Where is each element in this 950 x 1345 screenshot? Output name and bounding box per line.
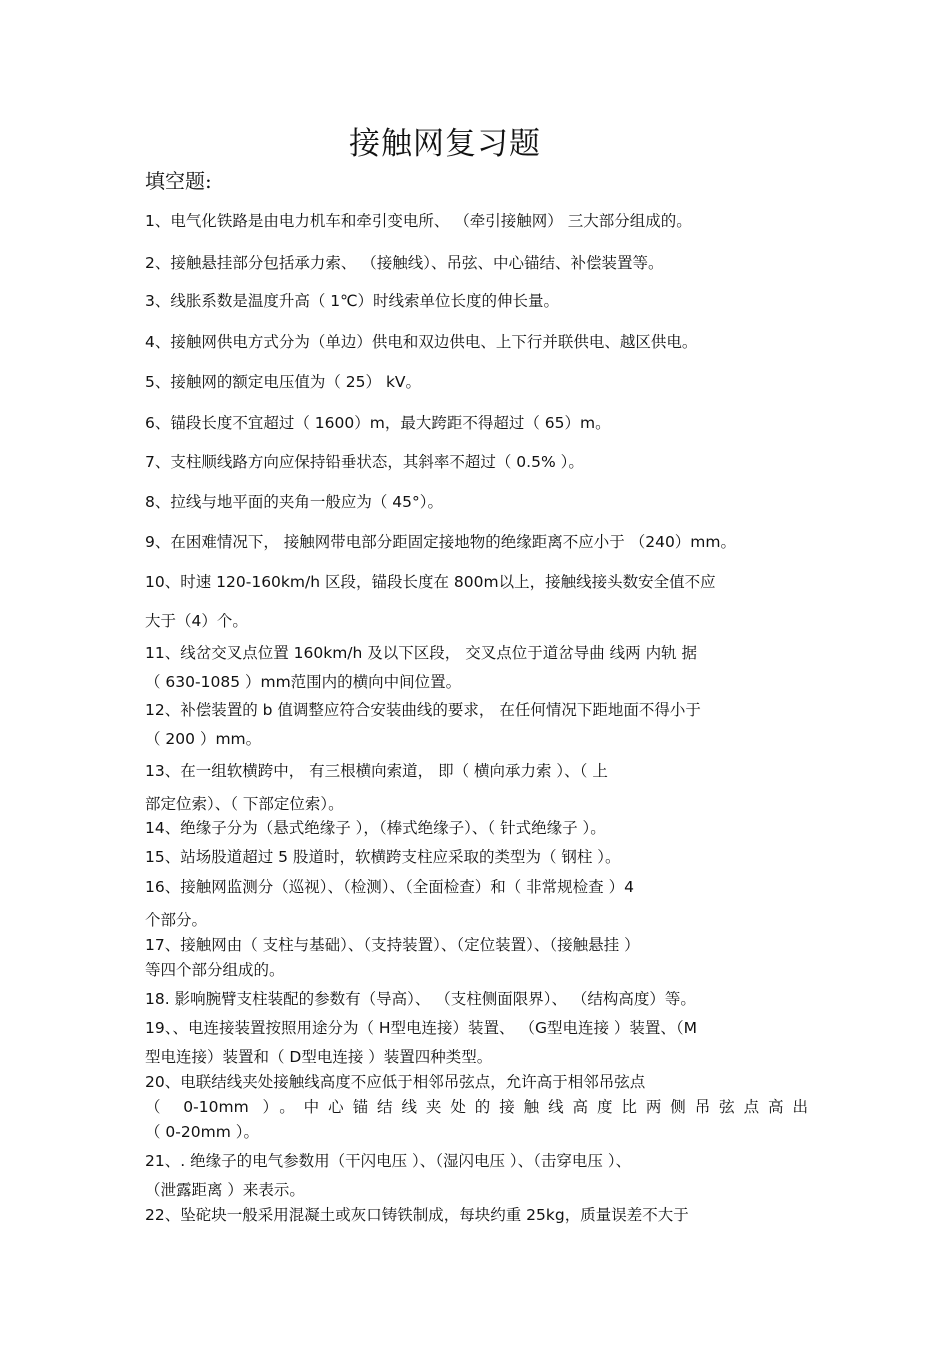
question-line: 8、拉线与地平面的夹角一般应为（ 45°）。 [145, 493, 444, 511]
question-line: 9、在困难情况下， 接触网带电部分距固定接地物的绝缘距离不应小于 （240）mm。 [145, 533, 737, 551]
question-line: （ 630-1085 ）mm范围内的横向中间位置。 [145, 673, 462, 691]
question-line: 3、线胀系数是温度升高（ 1℃）时线索单位长度的伸长量。 [145, 292, 560, 310]
question-line: 5、接触网的额定电压值为（ 25） kV。 [145, 373, 422, 391]
question-line: （泄露距离 ）来表示。 [145, 1181, 305, 1199]
question-line: 型电连接）装置和（ D型电连接 ）装置四种类型。 [145, 1048, 493, 1066]
question-line: 部定位索）、（ 下部定位索）。 [145, 795, 344, 813]
question-line: 16、接触网监测分（巡视）、（检测）、（全面检查）和（ 非常规检查 ）4 [145, 878, 634, 896]
question-line: 12、补偿装置的 b 值调整应符合安装曲线的要求， 在任何情况下距地面不得小于 [145, 701, 701, 719]
question-line: 个部分。 [145, 911, 208, 929]
question-line: （ 200 ）mm。 [145, 730, 262, 748]
question-line: 20、电联结线夹处接触线高度不应低于相邻吊弦点，允许高于相邻吊弦点 [145, 1073, 646, 1091]
question-line: 等四个部分组成的。 [145, 961, 285, 979]
question-line: 17、接触网由（ 支柱与基础）、（支持装置）、（定位装置）、（接触悬挂 ） [145, 936, 640, 954]
question-line: 19、、电连接装置按照用途分为（ H型电连接）装置、 （G型电连接 ）装置、（M [145, 1019, 698, 1037]
question-line: 15、站场股道超过 5 股道时，软横跨支柱应采取的类型为（ 钢柱 ）。 [145, 848, 621, 866]
question-line: 10、时速 120-160km/h 区段，锚段长度在 800m以上，接触线接头数安全值不应 [145, 573, 716, 591]
question-line: 21、. 绝缘子的电气参数用（干闪电压 ）、（湿闪电压 ）、（击穿电压 ）、 [145, 1152, 632, 1170]
question-line: 18. 影响腕臂支柱装配的参数有（导高）、 （支柱侧面限界）、 （结构高度）等。 [145, 990, 696, 1008]
question-line: 6、锚段长度不宜超过（ 1600）m，最大跨距不得超过（ 65）m。 [145, 414, 611, 432]
document-title: 接触网复习题 [349, 126, 541, 162]
section-heading: 填空题: [145, 169, 212, 193]
question-line: 11、线岔交叉点位置 160km/h 及以下区段， 交叉点位于道岔导曲 线两 内轨 据 [145, 644, 697, 662]
question-line: （ 0-10mm ）。中心锚结线夹处的接触线高度比两侧吊弦点高出 [145, 1098, 808, 1116]
question-line: 1、电气化铁路是由电力机车和牵引变电所、 （牵引接触网） 三大部分组成的。 [145, 212, 692, 230]
question-line: 4、接触网供电方式分为（单边）供电和双边供电、上下行并联供电、越区供电。 [145, 333, 698, 351]
question-line: 2、接触悬挂部分包括承力索、 （接触线）、吊弦、中心锚结、补偿装置等。 [145, 254, 664, 272]
question-line: 22、坠砣块一般采用混凝土或灰口铸铁制成，每块约重 25kg，质量误差不大于 [145, 1206, 689, 1224]
question-line: 7、支柱顺线路方向应保持铅垂状态，其斜率不超过（ 0.5% ）。 [145, 453, 584, 471]
question-line: 14、绝缘子分为（悬式绝缘子 ），（棒式绝缘子）、（ 针式绝缘子 ）。 [145, 819, 606, 837]
question-line: 13、在一组软横跨中， 有三根横向索道， 即（ 横向承力索 ）、（ 上 [145, 762, 608, 780]
question-line: 大于（4）个。 [145, 612, 248, 630]
question-line: （ 0-20mm ）。 [145, 1123, 259, 1141]
